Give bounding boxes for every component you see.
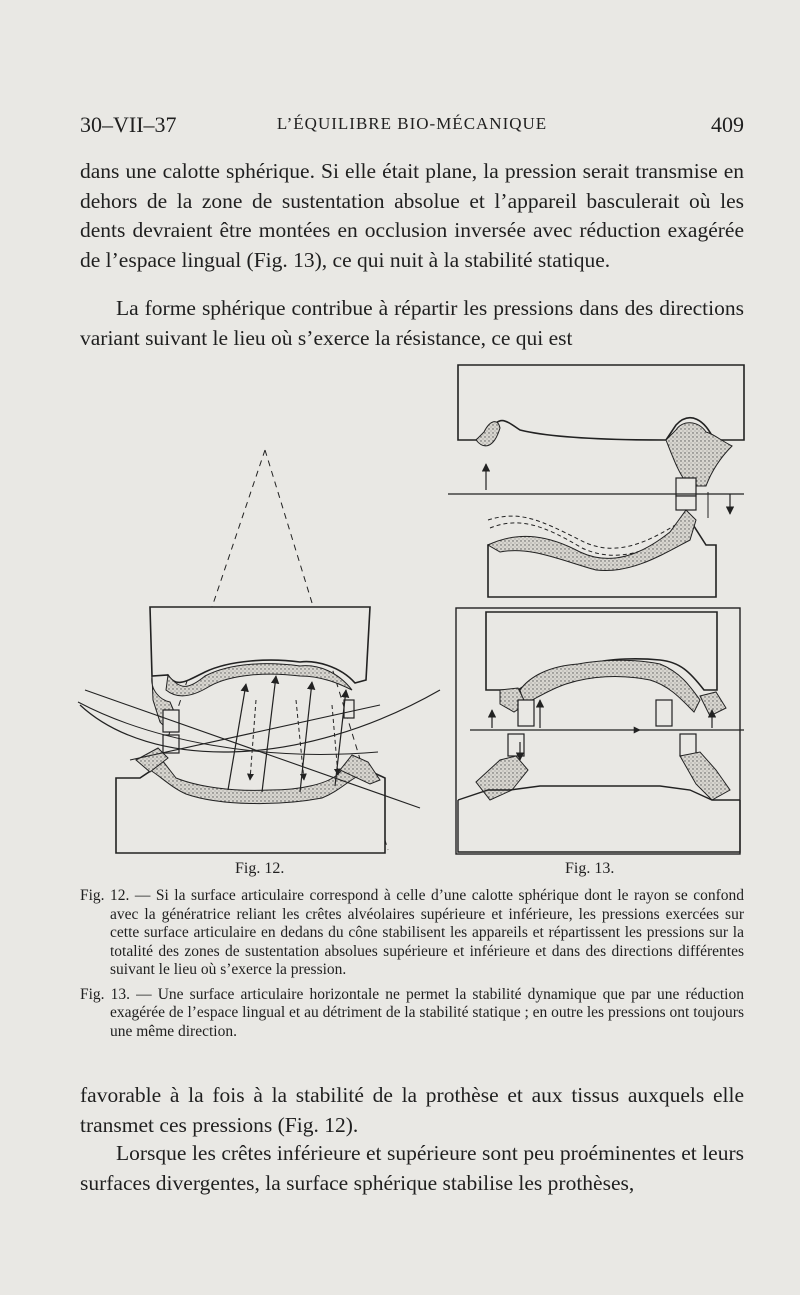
caption-fig-13: Fig. 13. — Une surface articulaire horizontale ne permet la stabilité dynamique que par une réduction exagérée de l’espace lingual et au détriment de la stabilité statique ; en outre les pressions ont toujours une même direction. [80, 985, 745, 1040]
paragraph-3: favorable à la fois à la stabilité de la prothèse et aux tissus auxquels elle transmet ces pressions (Fig. 12). [80, 1083, 744, 1137]
header-date: 30–VII–37 [80, 112, 177, 137]
paragraph-1: dans une calotte sphérique. Si elle était plane, la pression serait transmise en dehors de la zone de sustentation absolue et l’appareil basculerait où les dents devraient être montées en occlusion inversée avec réduction exagérée de l’espace lingual (Fig. 13), ce qui nuit à la stabilité statique. [80, 159, 744, 272]
caption-fig-12: Fig. 12. — Si la surface articulaire correspond à celle d’une calotte sphérique dont le rayon se confond avec la génératrice reliant les crêtes alvéolaires supérieure et inférieure, les pressions exercées sur cette surface articulaire en dedans du cône stabilisent les appareils et répartissent les pressions sur la totalité des zones de sustentation absolues supérieure et inférieure et dans des directions différentes suivant le lieu où s’exerce la pression. [80, 887, 744, 978]
paragraph-4: Lorsque les crêtes inférieure et supérieure sont peu proéminentes et leurs surfaces divergentes, la surface sphérique stabilise les prothèses, [80, 1141, 744, 1195]
fig-12-drawing [78, 450, 440, 853]
page-number: 409 [711, 112, 744, 137]
fig-13-label: Fig. 13. [565, 860, 615, 877]
fig-12-label: Fig. 12. [235, 860, 285, 877]
figure-captions [80, 887, 744, 1047]
header-title: L’ÉQUILIBRE BIO-MÉCANIQUE [276, 114, 548, 133]
fig-13-drawing [448, 365, 744, 597]
fig-13-lower-drawing [456, 608, 744, 854]
paragraph-2: La forme sphérique contribue à répartir les pressions dans des directions variant suivant le lieu où s’exerce la résistance, ce qui est [80, 296, 744, 350]
